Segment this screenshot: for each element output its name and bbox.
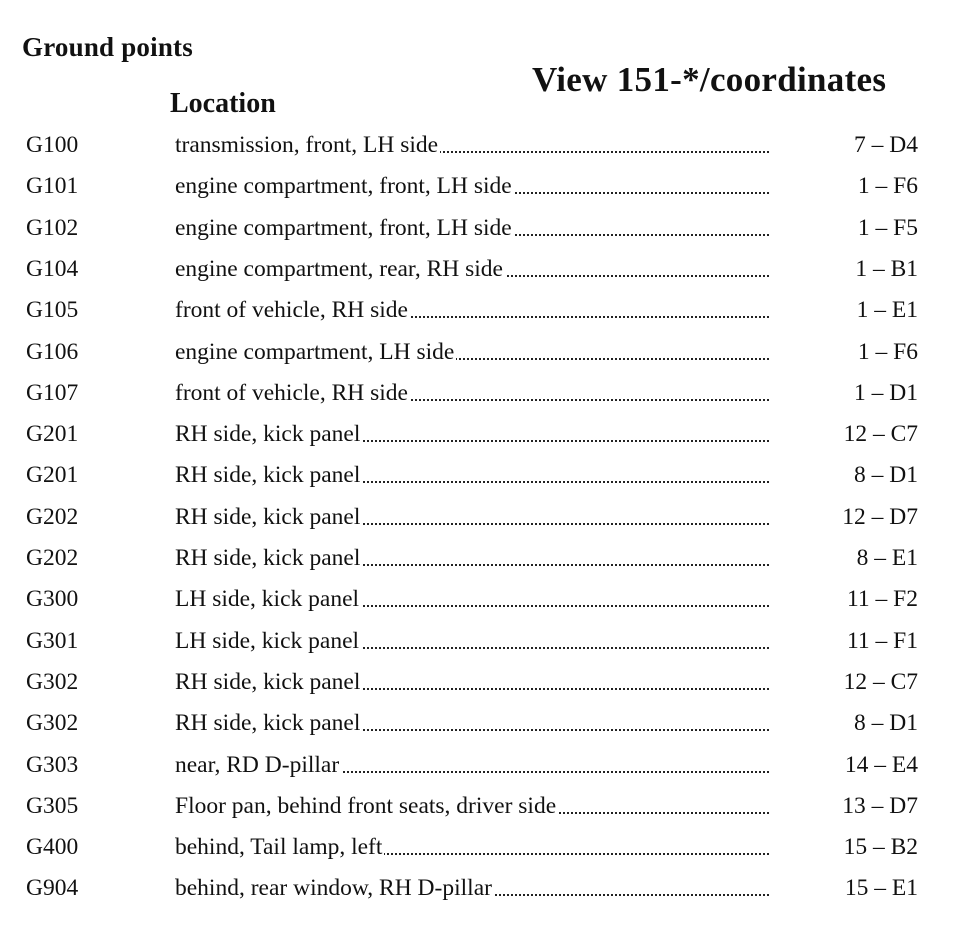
view-coordinate: 1 – F6: [857, 339, 918, 365]
location-text: RH side, kick panel: [175, 545, 361, 571]
ground-point-id: G302: [26, 669, 79, 695]
view-coordinate: 1 – E1: [856, 297, 918, 323]
ground-point-row: [0, 417, 960, 451]
view-coordinate: 12 – C7: [843, 421, 918, 447]
ground-point-location: [175, 582, 769, 616]
location-text: behind, rear window, RH D-pillar: [175, 875, 492, 901]
ground-point-location: [175, 748, 769, 782]
location-text: engine compartment, LH side: [175, 339, 455, 365]
location-text: LH side, kick panel: [175, 586, 360, 612]
ground-point-location: [175, 624, 769, 658]
view-coordinate: 11 – F2: [847, 586, 918, 612]
ground-point-row: [0, 458, 960, 492]
ground-point-row: [0, 582, 960, 616]
ground-point-row: [0, 789, 960, 823]
ground-point-location: [175, 541, 769, 575]
view-coordinate: 15 – E1: [844, 875, 918, 901]
ground-point-row: [0, 541, 960, 575]
ground-point-id: G100: [26, 132, 79, 158]
ground-point-location: [175, 376, 769, 410]
page-title: Ground points: [22, 32, 193, 62]
ground-point-location: [175, 293, 769, 327]
ground-point-row: [0, 293, 960, 327]
ground-point-id: G104: [26, 256, 79, 282]
ground-point-id: G302: [26, 710, 79, 736]
ground-point-id: G301: [26, 628, 79, 654]
ground-point-row: [0, 665, 960, 699]
ground-point-row: [0, 252, 960, 286]
ground-point-location: [175, 830, 769, 864]
location-text: engine compartment, front, LH side: [175, 173, 512, 199]
ground-point-row: [0, 169, 960, 203]
ground-point-row: [0, 871, 960, 905]
ground-point-row: [0, 830, 960, 864]
ground-point-row: [0, 624, 960, 658]
location-text: front of vehicle, RH side: [175, 380, 408, 406]
ground-point-id: G102: [26, 215, 79, 241]
location-text: Floor pan, behind front seats, driver side: [175, 793, 557, 819]
view-coordinate: 1 – B1: [855, 256, 918, 282]
location-text: RH side, kick panel: [175, 504, 361, 530]
location-text: RH side, kick panel: [175, 710, 361, 736]
ground-point-row: [0, 748, 960, 782]
view-coordinate: 8 – D1: [854, 462, 918, 488]
ground-point-id: G904: [26, 875, 79, 901]
view-coordinate: 11 – F1: [847, 628, 918, 654]
view-coordinate: 1 – F5: [857, 215, 918, 241]
view-coordinate: 12 – C7: [843, 669, 918, 695]
ground-point-location: [175, 211, 769, 245]
ground-point-location: [175, 128, 769, 162]
view-coordinate: 8 – D1: [854, 710, 918, 736]
ground-point-id: G107: [26, 380, 79, 406]
ground-point-location: [175, 500, 769, 534]
ground-point-id: G303: [26, 752, 79, 778]
ground-point-id: G202: [26, 504, 79, 530]
ground-point-location: [175, 458, 769, 492]
ground-point-id: G201: [26, 421, 79, 447]
location-text: RH side, kick panel: [175, 669, 361, 695]
ground-point-row: [0, 500, 960, 534]
ground-point-id: G105: [26, 297, 79, 323]
ground-point-location: [175, 417, 769, 451]
location-text: transmission, front, LH side: [175, 132, 439, 158]
location-text: RH side, kick panel: [175, 421, 361, 447]
ground-point-location: [175, 871, 769, 905]
location-text: front of vehicle, RH side: [175, 297, 408, 323]
view-coordinate: 1 – F6: [857, 173, 918, 199]
view-coordinate: 8 – E1: [856, 545, 918, 571]
ground-point-row: [0, 211, 960, 245]
location-text: RH side, kick panel: [175, 462, 361, 488]
view-coordinate: 7 – D4: [854, 132, 918, 158]
ground-point-location: [175, 665, 769, 699]
ground-point-location: [175, 252, 769, 286]
ground-point-location: [175, 169, 769, 203]
view-coordinate: 13 – D7: [842, 793, 918, 819]
location-column-header: Location: [170, 88, 276, 119]
location-text: near, RD D-pillar: [175, 752, 340, 778]
ground-point-id: G202: [26, 545, 79, 571]
view-coordinates-header: View 151-*/coordinates: [532, 60, 887, 99]
location-text: engine compartment, front, LH side: [175, 215, 512, 241]
view-coordinate: 15 – B2: [843, 834, 918, 860]
location-text: engine compartment, rear, RH side: [175, 256, 503, 282]
view-coordinate: 14 – E4: [844, 752, 918, 778]
view-coordinate: 1 – D1: [854, 380, 918, 406]
ground-point-row: [0, 128, 960, 162]
view-coordinate: 12 – D7: [842, 504, 918, 530]
ground-point-id: G400: [26, 834, 79, 860]
ground-point-id: G300: [26, 586, 79, 612]
ground-point-id: G101: [26, 173, 79, 199]
ground-point-location: [175, 335, 769, 369]
ground-point-location: [175, 789, 769, 823]
ground-point-row: [0, 376, 960, 410]
ground-point-id: G305: [26, 793, 79, 819]
ground-point-id: G201: [26, 462, 79, 488]
ground-point-row: [0, 335, 960, 369]
location-text: behind, Tail lamp, left: [175, 834, 383, 860]
ground-point-location: [175, 706, 769, 740]
location-text: LH side, kick panel: [175, 628, 360, 654]
ground-point-row: [0, 706, 960, 740]
ground-point-id: G106: [26, 339, 79, 365]
